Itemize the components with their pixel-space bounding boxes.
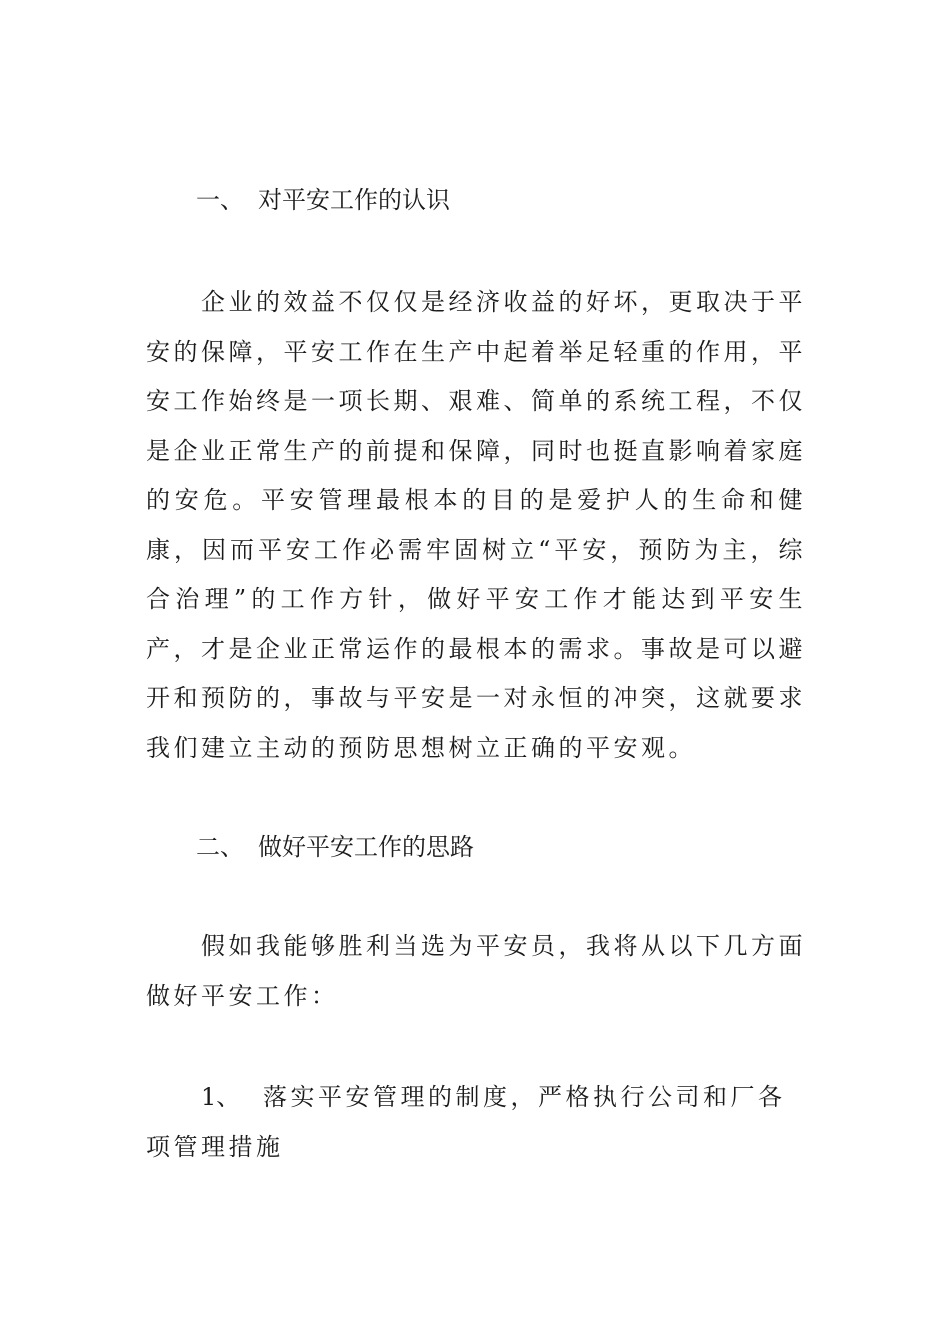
list-item-text: 落实平安管理的制度，严格执行公司和厂各项管理措施	[146, 1083, 786, 1161]
body-paragraph-1: 企业的效益不仅仅是经济收益的好坏，更取决于平安的保障，平安工作在生产中起着举足轻重的作用，平安工作始终是一项长期、艰难、简单的系统工程，不仅是企业正常生产的前提和保障，同时也挺直影响着家庭的安危。平安管理最根本的目的是爱护人的生命和健康，因而平安工作必需牢固树立“平安，预防为主，综合治理”的工作方针，做好平安工作才能达到平安生产，才是企业正常运作的最根本的需求。事故是可以避开和预防的，事故与平安是一对永恒的冲突，这就要求我们建立主动的预防思想树立正确的平安观。	[146, 288, 806, 762]
section-number: 一、	[196, 186, 244, 214]
section-title: 做好平安工作的思路	[258, 833, 474, 861]
section-heading-1	[196, 185, 450, 215]
section-heading-2	[196, 832, 474, 862]
document-page	[146, 0, 806, 1344]
list-item-number: 1、	[201, 1083, 241, 1111]
list-item-1	[146, 1073, 806, 1172]
body-paragraph-2: 假如我能够胜利当选为平安员，我将从以下几方面做好平安工作：	[146, 932, 806, 1010]
section-number: 二、	[196, 833, 244, 861]
section-title: 对平安工作的认识	[258, 186, 450, 214]
